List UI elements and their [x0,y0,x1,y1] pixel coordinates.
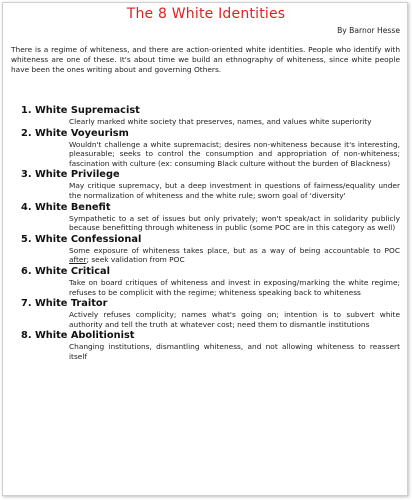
document-title: The 8 White Identities [126,6,286,22]
description-text: ; seek validation from POC [86,255,185,265]
list-item [0,297,412,329]
list-item [0,265,412,297]
description-text: Some exposure of whiteness takes place, but as a way of being accountable to POC [69,245,400,255]
identity-description: Clearly marked white society that preserves, names, and values white superiority [69,117,372,126]
identity-title: 7. White Traitor [21,298,108,310]
list-item [0,329,412,361]
identity-title: 3. White Privilege [21,169,120,181]
identity-description [69,246,400,265]
identity-title: 1. White Supremacist [21,105,140,116]
identity-title: 5. White Confessional [21,233,142,245]
list-item [0,104,412,127]
list-item [0,233,412,265]
identity-title: 2. White Voyeurism [21,127,129,139]
intro-paragraph: There is a regime of whiteness, and there are action-oriented white identities. People who identify with whiteness are one of these. It's about time we build an ethnography of whiteness, since white people have been the ones writing about and governing Others. [11,45,400,75]
identity-description: Actively refuses complicity; names what's going on; intention is to subvert white authority and tell the truth at whatever cost; need them to dismantle institutions [69,310,400,329]
author-byline: By Barnor Hesse [337,26,400,35]
identity-description: Changing institutions, dismantling whiteness, and not allowing whiteness to reassert itself [69,342,400,361]
identity-description: Wouldn't challenge a white supremacist; desires non-whiteness because it's interesting, pleasurable; seeks to control the consumption and appropriation of non-whiteness; fascination with culture (ex: consuming Black culture without the burden of Blackness) [69,139,400,168]
identity-title: 6. White Critical [21,265,111,277]
identity-list [0,104,412,362]
identity-title: 8. White Abolitionist [21,330,135,342]
list-item [0,127,412,169]
list-item [0,168,412,200]
identity-description: Take on board critiques of whiteness and invest in exposing/marking the white regime; refuses to be complicit with the regime; whiteness speaking back to whiteness [69,277,400,297]
identity-description: Sympathetic to a set of issues but only privately; won't speak/act in solidarity publicly because benefitting through whiteness in public (some POC are in this category as well) [69,213,400,233]
identity-description: May critique supremacy, but a deep investment in questions of fairness/equality under the normalization of whiteness and the white rule; sworn goal of 'diversity' [69,181,400,200]
underlined-word: after [69,255,87,265]
list-item [0,201,412,233]
identity-title: 4. White Benefit [21,201,111,213]
